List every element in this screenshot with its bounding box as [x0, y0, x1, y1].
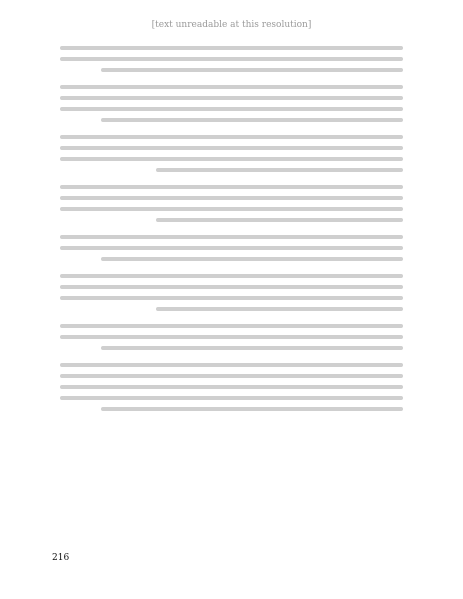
paragraph: [60, 363, 403, 411]
paragraph: [60, 235, 403, 261]
paragraph: [60, 185, 403, 222]
paragraph: [60, 85, 403, 122]
paragraph: [60, 46, 403, 72]
unreadable-notice: [text unreadable at this resolution]: [151, 20, 312, 30]
page-number: 216: [52, 553, 70, 563]
paragraph: [60, 274, 403, 311]
document-body: [60, 46, 403, 546]
paragraph: [60, 324, 403, 350]
paragraph: [60, 135, 403, 172]
